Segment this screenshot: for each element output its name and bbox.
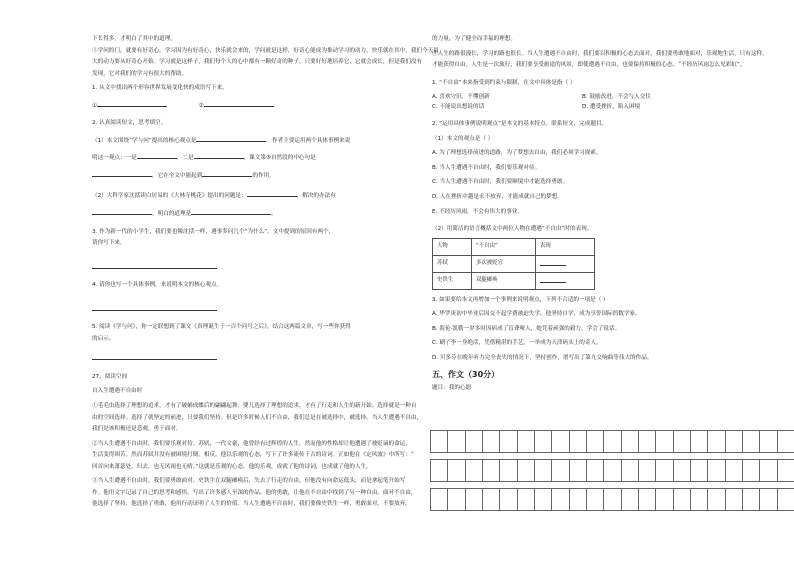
question-2-2 bbox=[92, 190, 414, 201]
grid-cell[interactable] bbox=[726, 431, 743, 453]
question-2-1-cont bbox=[92, 152, 414, 163]
answer-blank[interactable] bbox=[202, 170, 252, 177]
grid-cell[interactable] bbox=[674, 489, 691, 511]
grid-cell[interactable] bbox=[639, 431, 656, 453]
option[interactable]: C. 当人生遭遇不自由时，我们要顺境中才能选择勇敢。 bbox=[432, 179, 569, 186]
grid-row[interactable] bbox=[430, 430, 794, 453]
option[interactable]: D. 遭受挫折，陷入困境 bbox=[582, 103, 641, 110]
question-4: 4. 请你也写一个具体事例，来说明本文的核心观点。 bbox=[92, 282, 223, 289]
section-27-title: 27、阅读空间 bbox=[92, 373, 128, 380]
question-2: 2. 认真阅读短文，思考填空。 bbox=[92, 120, 167, 127]
grid-cell[interactable] bbox=[431, 460, 448, 482]
grid-cell[interactable] bbox=[708, 489, 725, 511]
grid-cell[interactable] bbox=[518, 489, 535, 511]
table-cell-answer[interactable] bbox=[536, 272, 595, 289]
table-header: 人物 bbox=[433, 238, 472, 255]
question-2-1 bbox=[92, 135, 414, 146]
passage-line: 下长得多，才明白了其中的道理。 bbox=[92, 36, 176, 42]
grid-cell[interactable] bbox=[431, 431, 448, 453]
answer-blank[interactable] bbox=[137, 152, 177, 159]
option[interactable]: C. 不能说出想说的话 bbox=[432, 103, 485, 110]
grid-cell[interactable] bbox=[778, 431, 794, 453]
q2-text: ，课文第⑤自然段的中心句是 bbox=[243, 155, 316, 162]
q2-text: （1）本文围绕“学与问”提出的核心观点是 bbox=[92, 137, 197, 144]
r-question-1-options bbox=[432, 94, 794, 111]
q2-text: 的作用。 bbox=[252, 172, 275, 179]
section-5-title: 五、作文（30分） bbox=[432, 370, 500, 380]
passage-line: 大的动力要从好奇心开始。学习就是这样子，我们每个人的心中都有一颗好奇的种子，只要好好地培养它，它就会成长，但是我们没有 bbox=[92, 59, 423, 66]
question-1: 1. 从文中找出两个形容世界发展变化快的成语写下来。 bbox=[92, 85, 228, 92]
option[interactable]: B. 当人生遭遇不自由时，我们要乐观对待。 bbox=[432, 164, 541, 171]
grid-cell[interactable] bbox=[622, 431, 639, 453]
grid-cell[interactable] bbox=[570, 489, 587, 511]
grid-cell[interactable] bbox=[743, 460, 760, 482]
grid-cell[interactable] bbox=[656, 460, 673, 482]
answer-blank[interactable] bbox=[92, 262, 217, 269]
question-5: 5. 阅读《学与问》，你一定联想到了课文《真理诞生于一百个问号之后》，结合这两篇文章，写一些你获得 bbox=[92, 324, 351, 331]
answer-blank[interactable] bbox=[191, 208, 271, 215]
passage-line: 他选择了坚持，他选择了勇敢，他用行动证明了人生的价值。当人生遭遇不自由时，我们要像史铁生一样，勇敢面对，不要放弃。 bbox=[92, 501, 411, 508]
q2-text: ，二是 bbox=[176, 155, 194, 162]
passage-line: ⑤学问的门，就要有好奇心，学习因为有好奇心，快乐就会来的，学问就是这样，好奇心能成为推动学习的动力，快乐就在其中。我们今天最 bbox=[92, 47, 439, 54]
grid-cell[interactable] bbox=[535, 460, 552, 482]
question-2-2-cont bbox=[92, 208, 414, 219]
grid-cell[interactable] bbox=[466, 460, 483, 482]
grid-cell[interactable] bbox=[778, 489, 794, 511]
grid-cell[interactable] bbox=[587, 460, 604, 482]
right-column bbox=[432, 36, 794, 393]
answer-label: ② bbox=[198, 102, 204, 109]
answer-blank[interactable] bbox=[204, 100, 274, 107]
answer-blank[interactable] bbox=[92, 208, 152, 215]
grid-cell[interactable] bbox=[500, 489, 517, 511]
table-header-row bbox=[433, 238, 595, 255]
option[interactable]: E. 不经历风雨，不会有伟大的事业。 bbox=[432, 208, 523, 215]
grid-cell[interactable] bbox=[483, 431, 500, 453]
grid-cell[interactable] bbox=[674, 431, 691, 453]
grid-cell[interactable] bbox=[604, 489, 621, 511]
grid-cell[interactable] bbox=[691, 431, 708, 453]
grid-cell[interactable] bbox=[760, 489, 777, 511]
passage-continued bbox=[432, 36, 794, 70]
grid-cell[interactable] bbox=[743, 489, 760, 511]
q2-text: 明这一观点：一是 bbox=[92, 155, 137, 162]
grid-cell[interactable] bbox=[535, 489, 552, 511]
q2-text: ，解决的办法有 bbox=[296, 193, 336, 200]
fill-table bbox=[432, 238, 595, 290]
grid-cell[interactable] bbox=[691, 460, 708, 482]
r-question-1: 1. “不自由”本来指受到约束与限制，在文中具体是指（ ） bbox=[432, 79, 576, 86]
answer-blank[interactable] bbox=[97, 100, 167, 107]
answer-blank[interactable] bbox=[540, 276, 566, 283]
passage-line: 作。他用文字记录了自己的思考和感悟，写出了许多感人至深的作品。他的勇敢，让他在不自由中找到了另一种自由。面对不自由， bbox=[92, 489, 417, 496]
answer-blank[interactable] bbox=[92, 170, 152, 177]
grid-cell[interactable] bbox=[726, 489, 743, 511]
grid-cell[interactable] bbox=[726, 460, 743, 482]
grid-cell[interactable] bbox=[466, 489, 483, 511]
grid-cell[interactable] bbox=[639, 460, 656, 482]
grid-cell[interactable] bbox=[466, 431, 483, 453]
grid-row[interactable] bbox=[430, 488, 794, 511]
option[interactable]: B. 海伦·凯勒一岁多时因病成了盲聋哑人，她凭着顽强的毅力，学会了说话。 bbox=[432, 325, 621, 332]
grid-cell[interactable] bbox=[778, 460, 794, 482]
passage-top bbox=[92, 36, 439, 78]
grid-cell[interactable] bbox=[500, 460, 517, 482]
answer-blank[interactable] bbox=[247, 190, 297, 197]
grid-cell[interactable] bbox=[535, 431, 552, 453]
table-cell: 史铁生 bbox=[433, 272, 472, 289]
table-cell: 双腿瘫痪 bbox=[472, 272, 536, 289]
r-question-2-2: （2）用简洁的语言概括文中两位人物在遭遇“不自由”时的表现。 bbox=[432, 226, 593, 233]
r-question-2: 2. “运用具体事例说明观点”是本文的基本特点。联系短文，完成题目。 bbox=[432, 121, 608, 128]
table-row bbox=[433, 255, 595, 272]
passage-line: ④人生的路很漫长，学习的路也很长。当人生遭遇不自由时，我们要以积极的心态去面对，我们要勇敢地面对，乐观地生活，只有这样， bbox=[432, 50, 768, 57]
grid-cell[interactable] bbox=[552, 460, 569, 482]
passage-line: ③当人生遭遇不自由时，我们要勇敢面对。史铁生在双腿瘫痪后，失去了行走的自由，但他没有向命运低头，而是拿起笔开始写 bbox=[92, 478, 406, 485]
q2-text: ，它在全文中能起到 bbox=[152, 172, 203, 179]
option[interactable]: A. 华罗庚初中毕业后因交不起学费被迫失学，他坚持自学，成为享誉国际的数学家。 bbox=[432, 311, 641, 318]
grid-cell[interactable] bbox=[500, 431, 517, 453]
passage-line: 才能获得自由。人生是一次旅行，我们要享受旅途的风景，即使遭遇不自由，也要保持积极的心态。“不经历风雨怎么见彩虹”。 bbox=[432, 62, 746, 69]
question-5-cont: 的启示。 bbox=[92, 335, 115, 342]
grid-cell[interactable] bbox=[552, 431, 569, 453]
option[interactable]: B. 鼓励改进，不会与人交往 bbox=[582, 94, 651, 101]
grid-cell[interactable] bbox=[760, 431, 777, 453]
passage-title: 自入生遭遇不自由时 bbox=[92, 388, 143, 395]
table-header: “不自由” bbox=[472, 238, 536, 255]
passage-line: 生活变得困苦。然而苏轼并没有被困境打倒，相反，他以乐观的心态，写下了许多流传千古的诗词。正如他在《定风波》中所写：“ bbox=[92, 452, 414, 459]
grid-cell[interactable] bbox=[639, 489, 656, 511]
table-header: 表现 bbox=[536, 238, 595, 255]
grid-cell[interactable] bbox=[483, 489, 500, 511]
passage-line: 我们是该积极还是悲观，勇于面对。 bbox=[92, 426, 182, 433]
grid-cell[interactable] bbox=[656, 489, 673, 511]
option[interactable]: A. 喜欢守旧，不懂创新 bbox=[432, 94, 490, 101]
q2-text: 。 bbox=[271, 211, 277, 218]
grid-cell[interactable] bbox=[604, 431, 621, 453]
table-cell: 多次被贬官 bbox=[472, 255, 536, 272]
essay-grid[interactable] bbox=[430, 430, 794, 517]
option[interactable]: C. 刷子李一身绝活，凭借精湛的手艺，一举成为天津码头上的奇人。 bbox=[432, 340, 602, 347]
grid-cell[interactable] bbox=[448, 431, 465, 453]
question-3-cont: 请你写下来。 bbox=[92, 240, 126, 247]
grid-cell[interactable] bbox=[656, 431, 673, 453]
passage-line: 回首向来萧瑟处，归去，也无风雨也无晴。”这就是乐观的心态，他的乐观，成就了他的诗词，也成就了他的人生。 bbox=[92, 463, 372, 470]
grid-cell[interactable] bbox=[570, 460, 587, 482]
r-question-2-1: （1）本文的观点是（ ） bbox=[432, 135, 494, 142]
q2-text: 。作者主要运用两个具体事例来说 bbox=[266, 137, 351, 144]
table-row bbox=[433, 272, 595, 289]
grid-cell[interactable] bbox=[622, 489, 639, 511]
answer-line bbox=[92, 353, 414, 364]
grid-cell[interactable] bbox=[448, 460, 465, 482]
q2-text: （2）大科学家沈括读白居易的《大林寺桃花》提出的问题是： bbox=[92, 193, 247, 200]
option[interactable]: D. 贝多芬在晚年听力完全丧失的情况下，坚持创作，谱写出了第九交响曲等伟大的作品。 bbox=[432, 354, 653, 361]
grid-cell[interactable] bbox=[570, 431, 587, 453]
grid-row[interactable] bbox=[430, 459, 794, 482]
table-cell-answer[interactable] bbox=[536, 255, 595, 272]
grid-cell[interactable] bbox=[674, 460, 691, 482]
grid-cell[interactable] bbox=[587, 489, 604, 511]
grid-cell[interactable] bbox=[622, 460, 639, 482]
answer-line bbox=[92, 304, 414, 315]
grid-cell[interactable] bbox=[691, 489, 708, 511]
grid-cell[interactable] bbox=[431, 489, 448, 511]
grid-cell[interactable] bbox=[708, 431, 725, 453]
passage-line: 的力量，为了健全而幸福的理想。 bbox=[432, 36, 516, 42]
option[interactable]: A. 为了理想选择前进的道路，为了梦想去自由，我们必须学习探索。 bbox=[432, 150, 602, 157]
passage-line: 由的空间选择。选择了就坚定的前进，只要我们坚持。但是许多时候人们不自由，我们总是在被选择中，被选择。当人生遭遇不自由， bbox=[92, 414, 423, 421]
grid-cell[interactable] bbox=[483, 460, 500, 482]
answer-blank[interactable] bbox=[540, 259, 566, 266]
essay-prompt: 题目：我的心愿 bbox=[432, 385, 472, 392]
question-3: 3. 作为新一代的小学生，我们要也像沈括一样，遇事多问几个“为什么”，文中提到的原因有两个， bbox=[92, 228, 335, 235]
grid-cell[interactable] bbox=[448, 489, 465, 511]
answer-blank[interactable] bbox=[194, 152, 244, 159]
answer-label: ① bbox=[92, 102, 98, 109]
grid-cell[interactable] bbox=[552, 489, 569, 511]
answer-blank[interactable] bbox=[92, 304, 217, 311]
passage-body bbox=[92, 403, 423, 509]
r-question-3: 3. 如果要给本文再增加一个事例来说明观点，下列不合适的一项是（ ） bbox=[432, 296, 609, 303]
answer-line-1 bbox=[92, 100, 414, 111]
answer-line bbox=[92, 262, 414, 273]
grid-cell[interactable] bbox=[743, 431, 760, 453]
grid-cell[interactable] bbox=[587, 431, 604, 453]
grid-cell[interactable] bbox=[518, 431, 535, 453]
answer-blank[interactable] bbox=[196, 135, 266, 142]
grid-cell[interactable] bbox=[760, 460, 777, 482]
table-cell: 苏轼 bbox=[433, 255, 472, 272]
left-column bbox=[92, 36, 439, 509]
question-2-1-cont bbox=[92, 170, 414, 181]
option[interactable]: D. 人在挫折中越是永不放弃，才能成就自己的梦想。 bbox=[432, 194, 563, 201]
answer-blank[interactable] bbox=[92, 353, 217, 360]
passage-line: ②当人生遭遇不自由时，我们要乐观对待。苏轼，一代文豪，他曾经有过辉煌的人生，然而他的性格却让他遭遇了被贬谪的命运， bbox=[92, 440, 411, 447]
grid-cell[interactable] bbox=[604, 460, 621, 482]
grid-cell[interactable] bbox=[708, 460, 725, 482]
passage-line: 发现，它对我们的学习有很大的帮助。 bbox=[92, 70, 188, 77]
grid-cell[interactable] bbox=[518, 460, 535, 482]
passage-line: ①毛毛虫选择了理想的追求，才有了破蛹成蝶后的翩翩起舞；婴儿选择了理想的追求，才有了行走和人生的新开始。选择就是一种自 bbox=[92, 403, 417, 410]
q2-text: ，明白的道理是 bbox=[152, 211, 192, 218]
